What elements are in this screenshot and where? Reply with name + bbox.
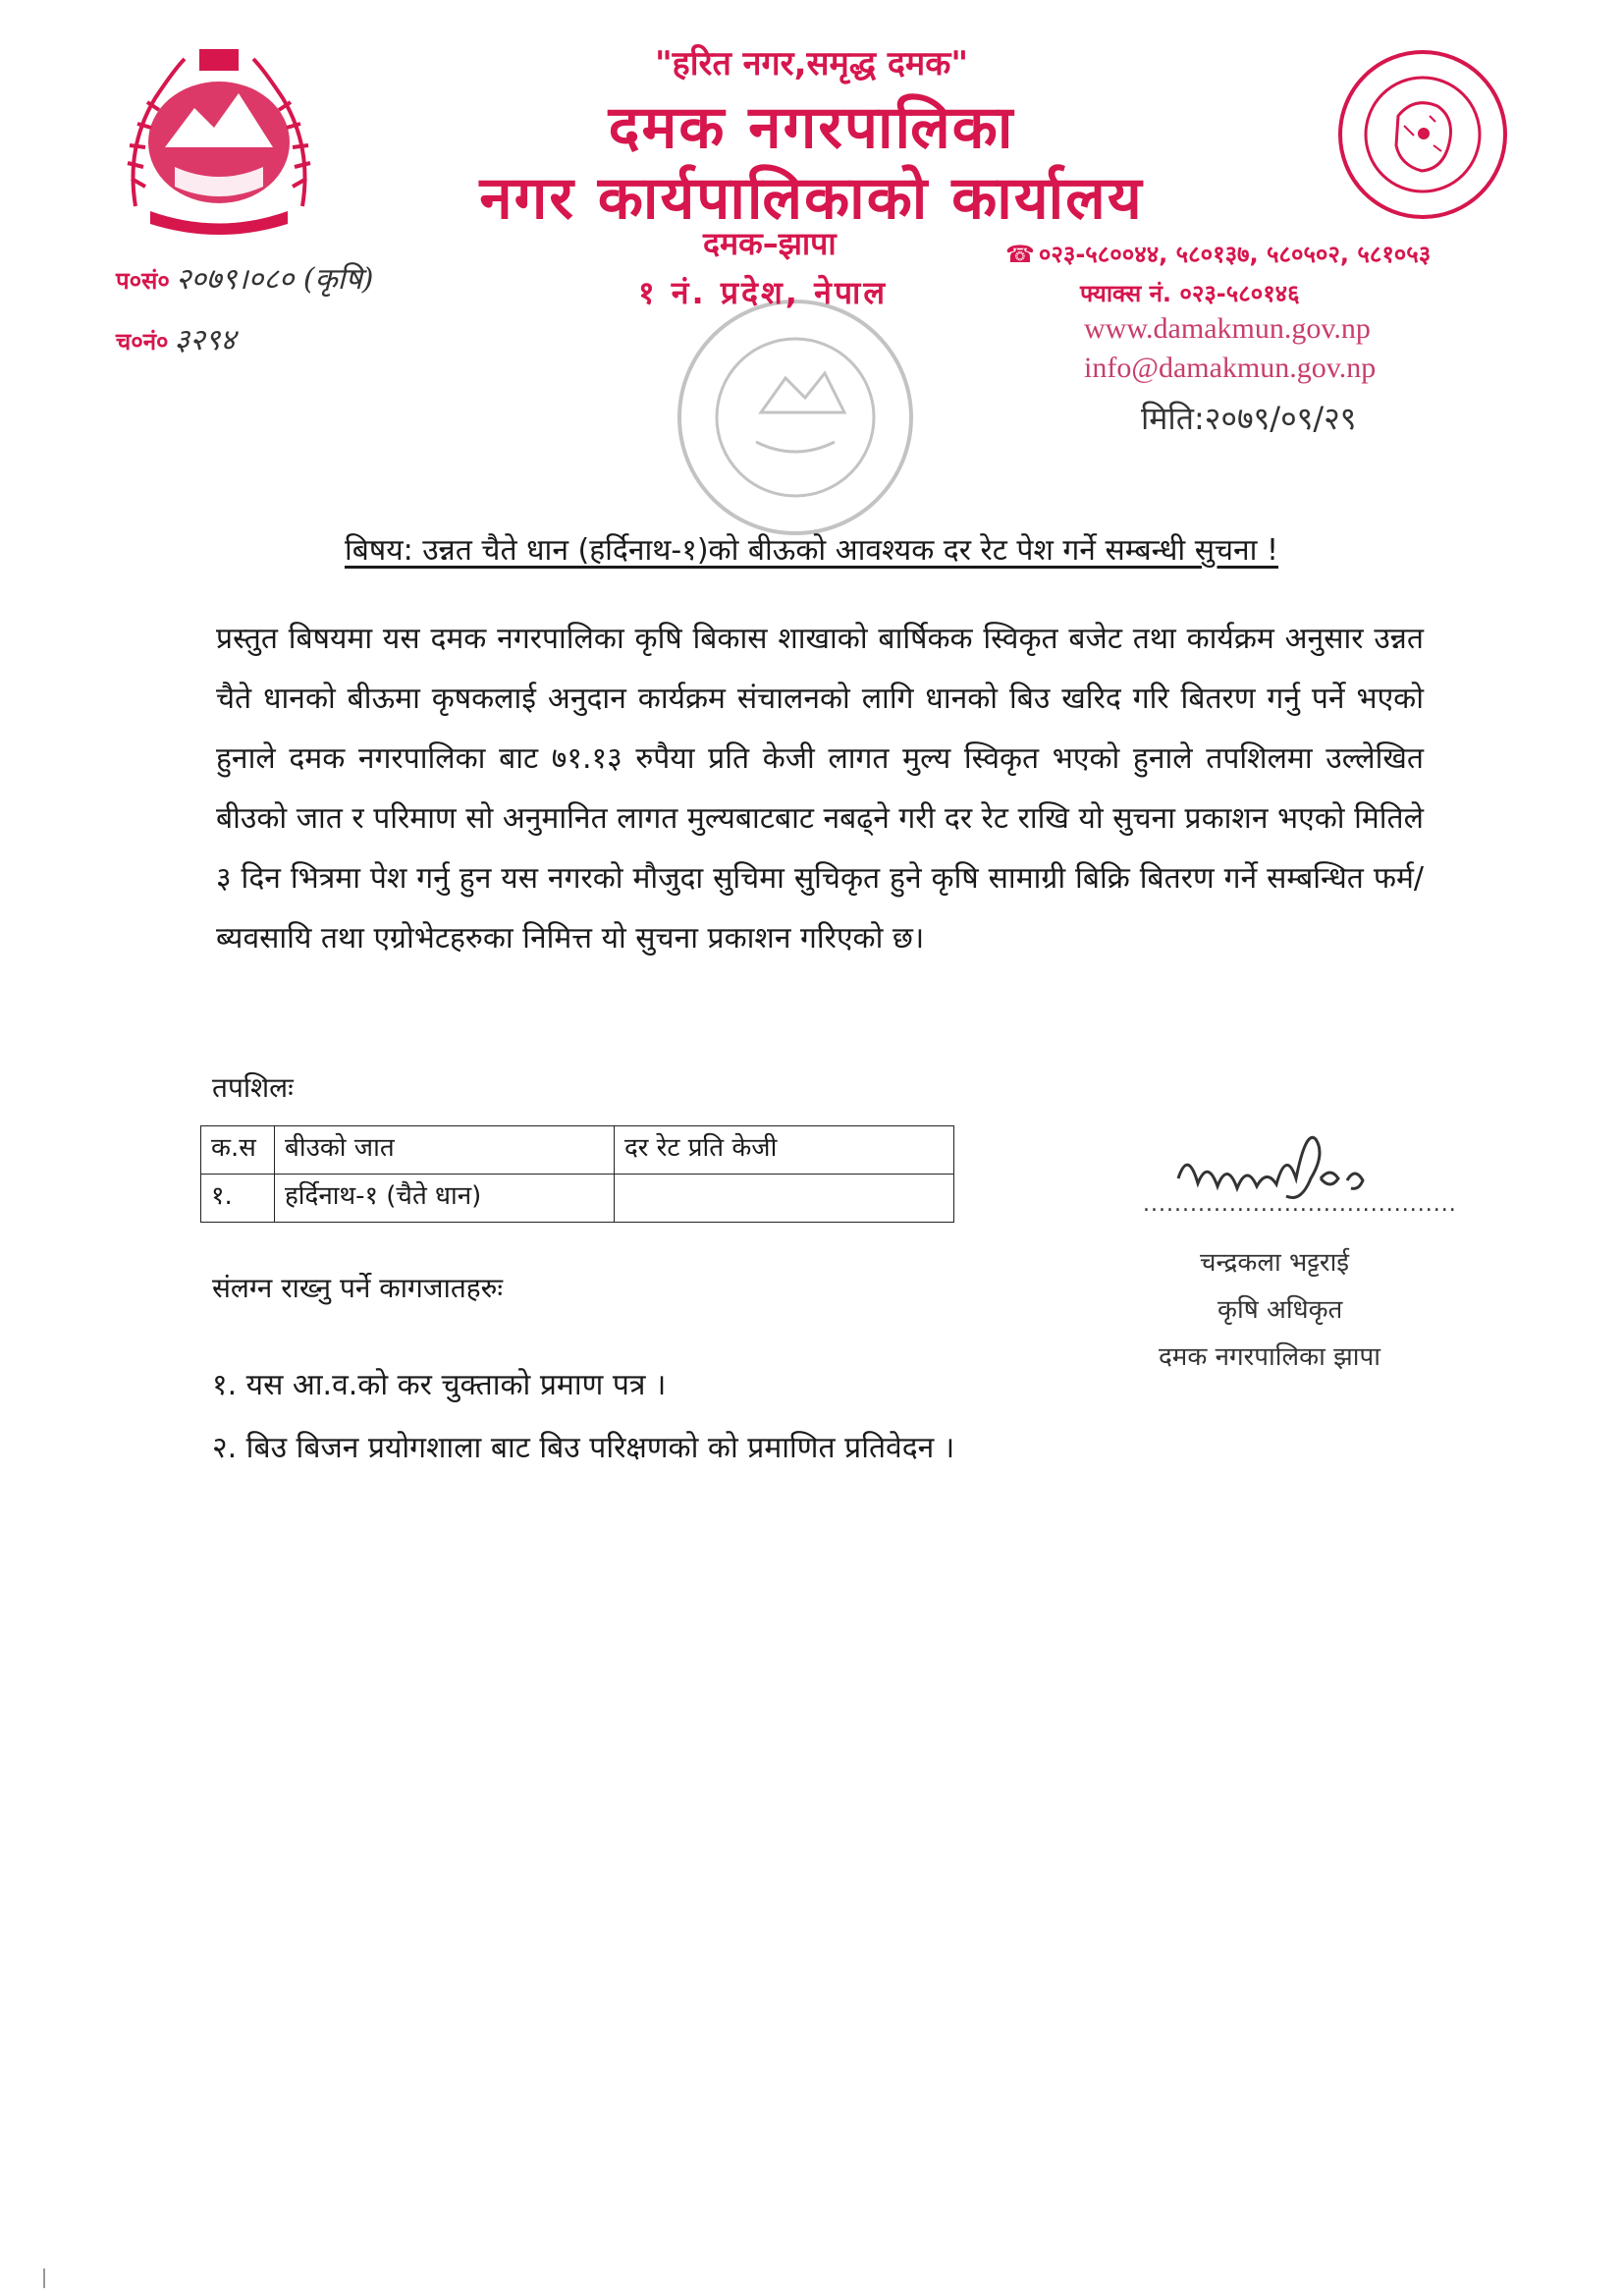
cell-rate: [615, 1175, 954, 1223]
telephone-icon: ☎: [1005, 241, 1035, 268]
slogan: "हरित नगर,समृद्ध दमक": [654, 44, 969, 83]
phone-numbers: [1005, 238, 1431, 270]
office-location: दमक–झापा: [703, 225, 837, 262]
list-item: १. यस आ.व.को कर चुक्ताको प्रमाण पत्र ।: [212, 1368, 667, 1402]
dispatch-number: [116, 318, 236, 358]
schedule-label: तपशिलः: [212, 1071, 294, 1104]
chalani-value: ३२९४: [174, 323, 236, 357]
province-country: १ नं. प्रदेश, नेपाल: [638, 274, 889, 311]
cell-variety: हर्दिनाथ-१ (चैते धान): [275, 1175, 615, 1223]
col-header-variety: बीउको जात: [275, 1126, 615, 1175]
letter-subject: बिषय: उन्नत चैते धान (हर्दिनाथ-१)को बीऊको आवश्यक दर रेट पेश गर्ने सम्बन्धी सुचना !: [344, 533, 1279, 568]
email-link[interactable]: info@damakmun.gov.np: [1084, 352, 1377, 384]
list-item: २. बिउ बिजन प्रयोगशाला बाट बिउ परिक्षणको को प्रमाणित प्रतिवेदन ।: [212, 1431, 955, 1465]
body-paragraph: प्रस्तुत बिषयमा यस दमक नगरपालिका कृषि बिकास शाखाको बार्षिकक स्विकृत बजेट तथा कार्यक्रम अनुसार उन्नत चैते धानको बीऊमा कृषकलाई अनुदान कार्यक्रम संचालनको लागि धानको बिउ खरिद गरि बितरण गर्नु पर्ने भएको हुनाले दमक नगरपालिका बाट ७१.१३ रुपैया प्रति केजी लागत मुल्य स्विकृत भएको हुनाले तपशिलमा उल्लेखित बीउको जात र परिमाण सो अनुमानित लागत मुल्यबाटबाट नबढ्ने गरी दर रेट राखि यो सुचना प्रकाशन भएको मितिले ३ दिन भित्रमा पेश गर्नु हुन यस नगरको मौजुदा सुचिमा सुचिकृत हुने कृषि सामाग्री बिक्रि बितरण गर्ने सम्बन्धित फर्म/ब्यवसायि तथा एग्रोभेटहरुका निमित्त यो सुचना प्रकाशन गरिएको छ।: [216, 622, 1424, 956]
office-stamp: [668, 295, 923, 540]
table-row: [201, 1175, 954, 1223]
letter-reference-number: [116, 257, 374, 298]
col-header-rate: दर रेट प्रति केजी: [615, 1126, 954, 1175]
schedule-table: [200, 1125, 954, 1223]
phone-text: ०२३-५८००४४, ५८०१३७, ५८०५०२, ५८१०५३: [1038, 241, 1432, 268]
municipality-name: दमक नगरपालिका: [608, 93, 1015, 162]
signatory-office: दमक नगरपालिका झापा: [1159, 1342, 1381, 1372]
col-header-serial: क.स: [201, 1126, 275, 1175]
letter-date: मिति:२०७९/०९/२९: [1141, 400, 1357, 437]
signature-line: ........................................: [1143, 1192, 1457, 1217]
signatory-name: चन्द्रकला भट्टराई: [1200, 1248, 1350, 1278]
website-link[interactable]: www.damakmun.gov.np: [1084, 312, 1371, 345]
attachments-title: संलग्न राख्नु पर्ने कागजातहरुः: [212, 1272, 504, 1304]
patra-value: २०७९।०८० (कृषि): [175, 262, 374, 297]
chalani-label: च०नं०: [116, 328, 169, 355]
signatory-role: कृषि अधिकृत: [1217, 1295, 1343, 1325]
office-name: नगर कार्यपालिकाको कार्यालय: [479, 164, 1144, 233]
table-header-row: [201, 1126, 954, 1175]
patra-label: प०सं०: [116, 267, 170, 295]
scan-edge-mark: [43, 2269, 45, 2288]
fax-number: फ्याक्स नं. ०२३-५८०१४६: [1080, 280, 1300, 307]
cell-serial: १.: [201, 1175, 275, 1223]
